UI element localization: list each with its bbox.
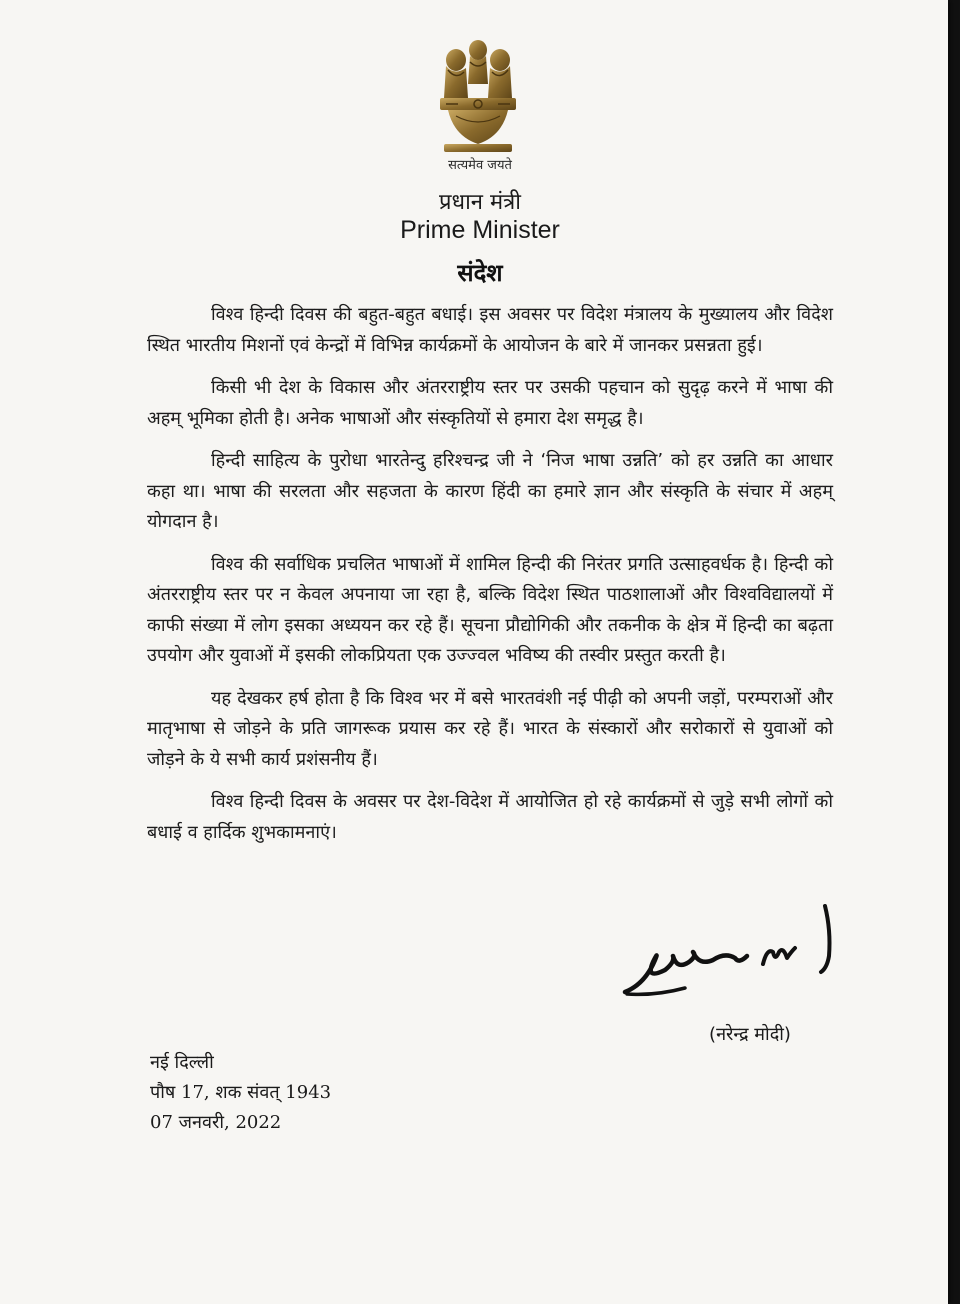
handwritten-signature: [615, 900, 845, 1010]
message-body: [147, 300, 833, 860]
paragraph: विश्व हिन्दी दिवस की बहुत-बहुत बधाई। इस अवसर पर विदेश मंत्रालय के मुख्यालय और विदेश स्थित भारतीय मिशनों एवं केन्द्रों में विभिन्न कार्यक्रमों के आयोजन के बारे में जानकर प्रसन्नता हुई।: [147, 304, 833, 356]
paragraph: विश्व हिन्दी दिवस के अवसर पर देश-विदेश में आयोजित हो रहे कार्यक्रमों से जुड़े सभी लोगों को बधाई व हार्दिक शुभकामनाएं।: [147, 791, 833, 843]
signatory-name: (नरेन्द्र मोदी): [709, 1024, 791, 1045]
office-title-hindi: प्रधान मंत्री: [439, 190, 521, 215]
emblem-motto: सत्यमेव जयते: [448, 158, 512, 173]
paragraph: यह देखकर हर्ष होता है कि विश्व भर में बसे भारतवंशी नई पीढ़ी को अपनी जड़ों, परम्पराओं और मातृभाषा से जोड़ने के प्रति जागरूक प्रयास कर रहे हैं। भारत के संस्कारों और सरोकारों से युवाओं को जोड़ने के ये सभी कार्य प्रशंसनीय हैं।: [147, 687, 833, 770]
place-and-date: [150, 1048, 470, 1138]
office-title-english: Prime Minister: [400, 216, 560, 244]
paragraph: किसी भी देश के विकास और अंतरराष्ट्रीय स्तर पर उसकी पहचान को सुदृढ़ करने में भाषा की अहम् भूमिका होती है। अनेक भाषाओं और संस्कृतियों से हमारा देश समृद्ध है।: [147, 377, 833, 429]
state-emblem-icon: [432, 36, 524, 158]
saka-date: पौष 17, शक संवत् 1943: [150, 1082, 332, 1103]
paragraph: विश्व की सर्वाधिक प्रचलित भाषाओं में शामिल हिन्दी की निरंतर प्रगति उत्साहवर्धक है। हिन्दी को अंतरराष्ट्रीय स्तर पर न केवल अपनाया जा रहा है, बल्कि विदेश स्थित पाठशालाओं और विश्वविद्यालयों में काफी संख्या में लोग इसका अध्ययन कर रहे हैं। सूचना प्रौद्योगिकी और तकनीक के क्षेत्र में हिन्दी का बढ़ता उपयोग और युवाओं में इसकी लोकप्रियता एक उज्ज्वल भविष्य की तस्वीर प्रस्तुत करती है।: [147, 553, 833, 666]
gregorian-date: 07 जनवरी, 2022: [150, 1112, 282, 1133]
place: नई दिल्ली: [150, 1052, 214, 1073]
message-heading: संदेश: [457, 259, 503, 287]
paragraph: हिन्दी साहित्य के पुरोधा भारतेन्दु हरिश्चन्द्र जी ने ‘निज भाषा उन्नति’ को हर उन्नति का आधार कहा था। भाषा की सरलता और सहजता के कारण हिंदी का हमारे ज्ञान और संस्कृति के संचार में अहम् योगदान है।: [147, 450, 833, 532]
